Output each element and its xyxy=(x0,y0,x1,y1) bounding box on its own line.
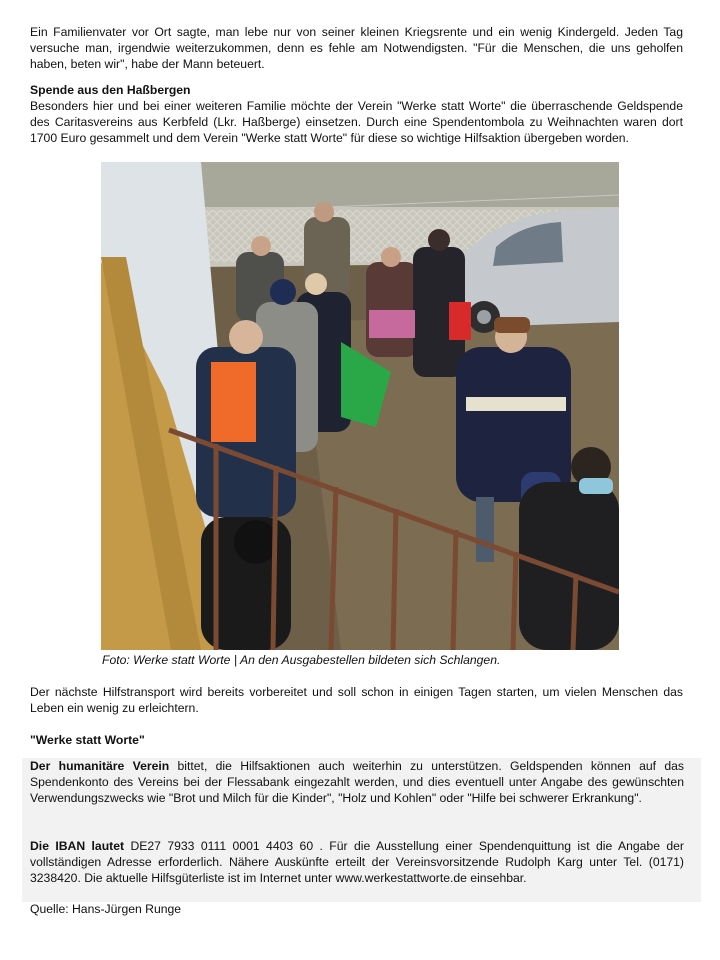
section-heading-spende: Spende aus den Haßbergen xyxy=(30,83,191,97)
iban-paragraph xyxy=(30,838,684,886)
spende-paragraph: Besonders hier und bei einer weiteren Familie möchte der Verein "Werke statt Worte" die überraschende Geldspende des Caritasvereins aus Kerbfeld (Lkr. Haßberge) einsetzen. Durch eine Spendentombola zu Weihnachten waren dort 1700 Euro gesammelt und dem Verein "Werke statt Worte" für diese so wichtige Hilfsaktion übergeben worden. xyxy=(30,99,683,145)
news-photo xyxy=(101,162,619,650)
iban-text: DE27 7933 0111 0001 4403 60 . Für die Ausstellung einer Spendenquittung ist die Angabe der vollständigen Adresse erforderlich. Nähere Auskünfte erteilt der Vereinsvorsitzende Rudolph Karg unter Tel. (0171) 3238420. Die aktuelle Hilfsgüterliste ist im Internet unter www.werkestattworte.de einsehbar. xyxy=(30,839,684,885)
verein-label: Der humanitäre Verein xyxy=(30,759,170,773)
verein-paragraph xyxy=(30,758,684,806)
intro-paragraph: Ein Familienvater vor Ort sagte, man lebe nur von seiner kleinen Kriegsrente und ein wenig Kindergeld. Jeden Tag versuche man, irgendwie weiterzukommen, denn es fehle am Notwendigsten. "Für die Menschen, die uns geholfen haben, beten wir", habe der Mann beteuert. xyxy=(30,25,683,71)
section-heading-werke: "Werke statt Worte" xyxy=(30,733,145,747)
transport-paragraph: Der nächste Hilfstransport wird bereits vorbereitet und soll schon in einigen Tagen starten, um vielen Menschen das Leben ein wenig zu erleichtern. xyxy=(30,685,683,715)
source-line: Quelle: Hans-Jürgen Runge xyxy=(30,902,182,916)
verein-text: bittet, die Hilfsaktionen auch weiterhin zu unterstützen. Geldspenden können auf das Spendenkonto des Vereins bei der Flessabank eingezahlt werden, und dies eventuell unter Angabe des gewünschten Verwendungszwecks wie "Brot und Milch für die Kinder", "Holz und Kohlen" oder "Hilfe bei schwerer Erkrankung". xyxy=(30,759,685,805)
photo-caption: Foto: Werke statt Worte | An den Ausgabestellen bildeten sich Schlangen. xyxy=(102,653,501,667)
iban-label: Die IBAN lautet xyxy=(30,839,125,853)
donation-info-box xyxy=(22,758,701,902)
